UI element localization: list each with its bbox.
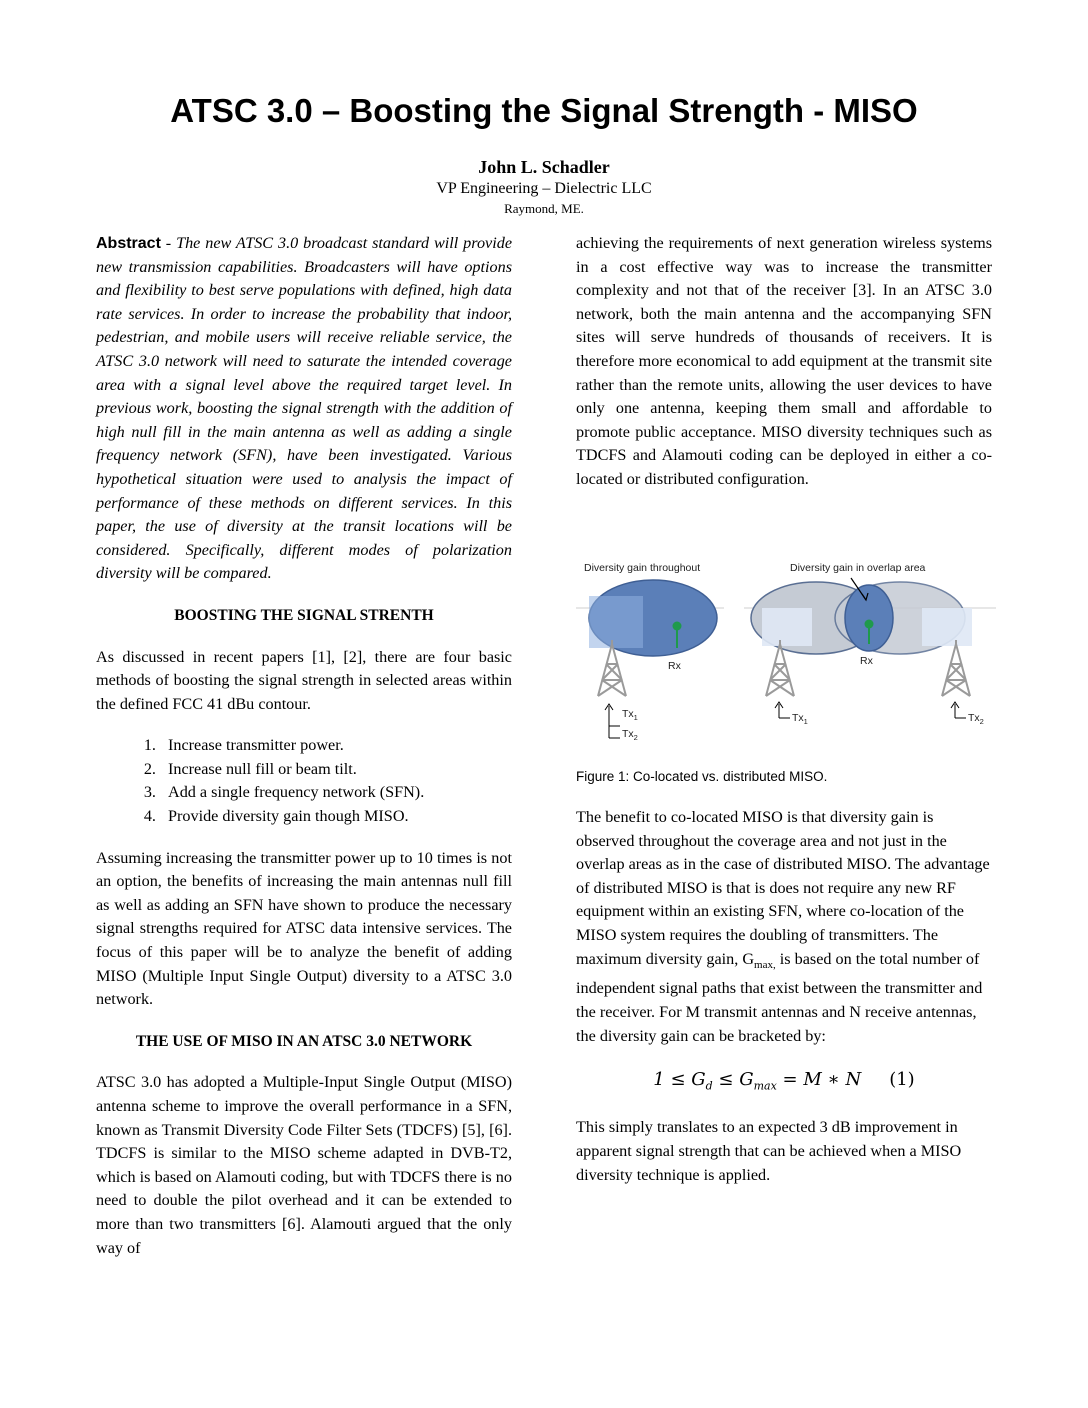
tx-arrow-tx2 [951,702,966,718]
methods-list [96,734,512,828]
right-column-top [576,232,992,492]
abstract-separator: - [160,234,177,252]
coverage-shade-tx2 [922,608,972,646]
abstract-text: The new ATSC 3.0 broadcast standard will provide new transmission capabilities. Broadcasters will have options and flexibility to best serve populations with defined, high data rate services. In order to increase the probability that indoor, pedestrian, and mobile users will receive reliable service, the ATSC 3.0 network will need to saturate the intended coverage area with a signal level above the required target level. In previous work, boosting the signal strength with the addition of high null fill in the main antenna as well as adding a single frequency network (SFN), have been investigated. Various hypothetical situation were used to analysis the impact of performance of these methods on different services. In this paper, the use of diversity at the transit locations will be considered. Specifically, different modes of polarization diversity will be compared. [96,234,513,583]
rx-icon-left [673,622,682,631]
right-column-bottom [576,806,992,1187]
rx-icon-right [865,620,874,629]
abstract [96,232,512,586]
coverage-shade-left [589,596,643,648]
label-diversity-throughout: Diversity gain throughout [584,562,701,574]
coverage-shade-tx1 [762,608,812,646]
tx2-label-right: $Tx_2$ [968,712,984,726]
tx1-label-right: $Tx_1$ [792,712,808,726]
list-item: 1. Increase transmitter power. [160,734,512,758]
paper-title: ATSC 3.0 – Boosting the Signal Strength - MISO [170,92,918,129]
tx1-label-left: $Tx_1$ [622,708,638,722]
list-item: 3. Add a single frequency network (SFN). [160,781,512,805]
tx-arrow-tx1 [775,702,790,718]
section3-paragraph-2: This simply translates to an expected 3 dB improvement in apparent signal strength that can be achieved when a MISO diversity technique is applied. [576,1118,962,1184]
rx-label-right: Rx [860,655,873,667]
gmax-subscript: max, [754,958,776,971]
author-name: John L. Schadler [478,157,610,177]
label-diversity-overlap: Diversity gain in overlap area [790,562,926,574]
equation-1: $1 \le G_d \le G_{max} = M$ ∗ N (1) [653,1069,915,1093]
miso-diagram [576,556,996,746]
equation-number: (1) [889,1069,915,1091]
section1-paragraph: Assuming increasing the transmitter power up to 10 times is not an option, the benefits of increasing the main antennas null fill as well as adding an SFN have shown to produce the necessary signal strengths required for ATSC data intensive services. The focus of this paper will be to analyze the benefit of adding MISO (Multiple Input Single Output) diversity to a ATSC 3.0 network. [96,848,512,1009]
figure-1 [576,556,996,746]
tx-arrow-1-left [605,704,620,726]
section2-paragraph-left: ATSC 3.0 has adopted a Multiple-Input Single Output (MISO) antenna scheme to improve the overall performance in a SFN, known as Transmit Diversity Code Filter Sets (TDCFS) [5], [6]. TDCFS is similar to the MISO scheme adapted in DVB-T2, which is based on Alamouti coding, but with TDCFS there is no need to double the pilot overhead and it can be extended to more than two transmitters [6]. Alamouti argued that the only way of [96,1073,512,1257]
section-heading-boosting: BOOSTING THE SIGNAL STRENTH [174,606,434,624]
list-item: 2. Increase null fill or beam tilt. [160,758,512,782]
tx2-label-left: $Tx_2$ [622,728,638,742]
section2-paragraph-right: achieving the requirements of next generation wireless systems in a cost effective way was to increase the transmitter complexity and not that of the receiver [3]. In an ATSC 3.0 network, both the main antenna and the accompanying SFN sites will serve hundreds of thousands of receivers. It is therefore more economical to add equipment at the transmit site rather than the remote units, allowing the user devices to have only one antenna, keeping them small and affordable to promote public acceptance. MISO diversity techniques such as TDCFS and Alamouti coding can be deployed in either a co-located or distributed configuration. [576,234,992,488]
author-location: Raymond, ME. [504,201,584,216]
left-column [96,232,512,1260]
section-heading-miso: THE USE OF MISO IN AN ATSC 3.0 NETWORK [135,1032,473,1050]
rx-label-left: Rx [668,660,681,672]
author-affiliation: VP Engineering – Dielectric LLC [436,180,652,197]
tower-icon-tx2 [942,640,970,696]
section1-intro: As discussed in recent papers [1], [2], there are four basic methods of boosting the signal strength in selected areas within the defined FCC 41 dBu contour. [96,647,512,713]
tx-arrow-2-left [609,720,620,738]
list-item: 4. Provide diversity gain though MISO. [160,805,512,829]
figure-1-caption: Figure 1: Co-located vs. distributed MISO. [576,769,828,784]
abstract-label: Abstract [96,235,161,252]
section3-paragraph-1: The benefit to co-located MISO is that diversity gain is observed throughout the coverage area and not just in the overlap areas as in the case of distributed MISO. The advantage of distributed MISO is that is does not require any new RF equipment within an existing SFN, where co-location of the MISO system requires the doubling of transmitters. The maximum diversity gain, $G_{max,}$ is based on the total number of independent signal paths that exist between the transmitter and the receiver. For M transmit antennas and N receive antennas, the diversity gain can be bracketed by: [576,808,990,1045]
